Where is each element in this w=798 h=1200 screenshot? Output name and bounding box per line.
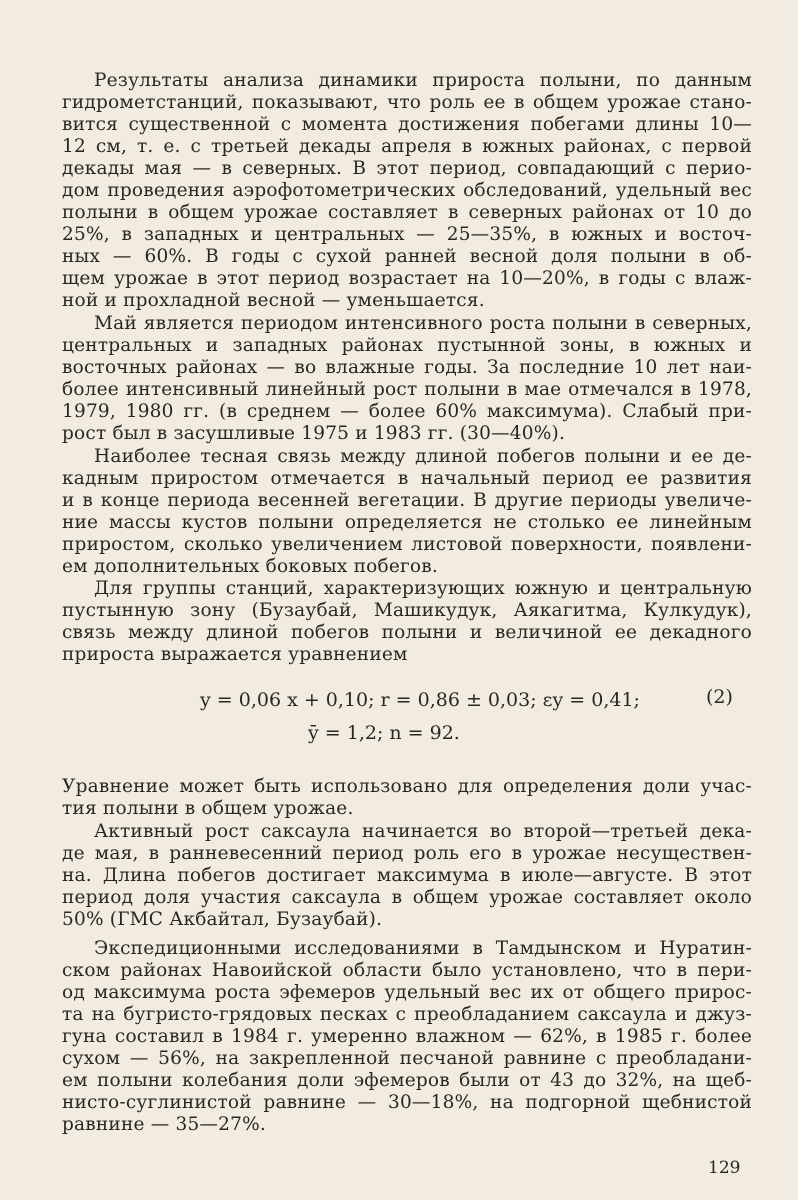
text-line: равнине — 35—27%. bbox=[62, 1114, 266, 1135]
text-line: 12 см, т. е. с третьей декады апреля в южных районах, с первой bbox=[62, 136, 752, 157]
text-line: рост был в засушливые 1975 и 1983 гг. (30—40%). bbox=[62, 423, 566, 444]
text-line: вится существенной с момента достижения побегами длины 10— bbox=[62, 114, 752, 135]
text-line: приростом, сколько увеличением листовой поверхности, появлени- bbox=[62, 534, 752, 555]
text-line: на. Длина побегов достигает максимума в июле—августе. В этот bbox=[62, 865, 752, 886]
text-line: Экспедиционными исследованиями в Тамдынском и Нуратин- bbox=[94, 938, 752, 959]
text-line: связь между длиной побегов полыни и величиной ее декадного bbox=[62, 622, 752, 643]
text-line: ем полыни колебания доли эфемеров были от 43 до 32%, на щеб- bbox=[62, 1070, 752, 1091]
text-line: более интенсивный линейный рост полыни в мае отмечался в 1978, bbox=[62, 379, 752, 400]
text-line: ных — 60%. В годы с сухой ранней весной доля полыни в об- bbox=[62, 246, 752, 267]
text-line: ском районах Навоийской области было установлено, что в пери- bbox=[62, 960, 752, 981]
text-line: прироста выражается уравнением bbox=[62, 644, 408, 665]
text-line: гуна составил в 1984 г. умеренно влажном — 62%, в 1985 г. более bbox=[62, 1026, 752, 1047]
text-line: ние массы кустов полыни определяется не столько ее линейным bbox=[62, 512, 752, 533]
text-line: тия полыни в общем урожае. bbox=[62, 798, 354, 819]
text-line: та на бугристо-грядовых песках с преобладанием саксаула и джуз- bbox=[62, 1004, 752, 1025]
text-line: центральных и западных районах пустынной зоны, в южных и bbox=[62, 335, 752, 356]
text-line: нисто-суглинистой равнине — 30—18%, на подгорной щебнистой bbox=[62, 1092, 752, 1113]
text-line: декады мая — в северных. В этот период, совпадающий с перио- bbox=[62, 158, 752, 179]
text-line: кадным приростом отмечается в начальный период ее развития bbox=[62, 468, 752, 489]
text-line: щем урожае в этот период возрастает на 10—20%, в годы с влаж- bbox=[62, 268, 752, 289]
text-line: гидрометстанций, показывают, что роль ее в общем урожае стано- bbox=[62, 92, 752, 113]
text-line: период доля участия саксаула в общем урожае составляет около bbox=[62, 887, 752, 908]
text-line: Май является периодом интенсивного роста полыни в северных, bbox=[94, 313, 752, 334]
text-line: пустынную зону (Бузаубай, Машикудук, Аякагитма, Кулкудук), bbox=[62, 600, 752, 621]
text-line: од максимума роста эфемеров удельный вес их от общего прирос- bbox=[62, 982, 752, 1003]
text-line: 50% (ГМС Акбайтал, Бузаубай). bbox=[62, 909, 383, 930]
text-line: Наиболее тесная связь между длиной побегов полыни и ее де- bbox=[94, 446, 752, 467]
text-line: Результаты анализа динамики прироста полыни, по данным bbox=[94, 70, 752, 91]
text-line: 25%, в западных и центральных — 25—35%, в южных и восточ- bbox=[62, 224, 752, 245]
text-line: Уравнение может быть использовано для определения доли учас- bbox=[62, 776, 752, 797]
text-line: полыни в общем урожае составляет в северных районах от 10 до bbox=[62, 202, 752, 223]
page-number: 129 bbox=[708, 1158, 741, 1178]
text-line: 1979, 1980 гг. (в среднем — более 60% максимума). Слабый при- bbox=[62, 401, 752, 422]
text-line: восточных районах — во влажные годы. За последние 10 лет наи- bbox=[62, 357, 752, 378]
text-line: де мая, в ранневесенний период роль его в урожае несуществен- bbox=[62, 843, 752, 864]
text-line: ной и прохладной весной — уменьшается. bbox=[62, 290, 485, 311]
equation-number: (2) bbox=[706, 686, 733, 708]
text-line: сухом — 56%, на закрепленной песчаной равнине с преобладани- bbox=[62, 1048, 752, 1069]
text-line: Активный рост саксаула начинается во второй—третьей дека- bbox=[94, 821, 752, 842]
text-line: дом проведения аэрофотометрических обследований, удельный вес bbox=[62, 180, 752, 201]
equation-line-1: y = 0,06 x + 0,10; r = 0,86 ± 0,03; εy = 0,41; bbox=[200, 689, 640, 711]
text-line: Для группы станций, характеризующих южную и центральную bbox=[94, 578, 752, 599]
equation-line-2: ȳ = 1,2; n = 92. bbox=[308, 722, 460, 744]
text-line: и в конце периода весенней вегетации. В другие периоды увеличе- bbox=[62, 490, 752, 511]
text-line: ем дополнительных боковых побегов. bbox=[62, 556, 438, 577]
